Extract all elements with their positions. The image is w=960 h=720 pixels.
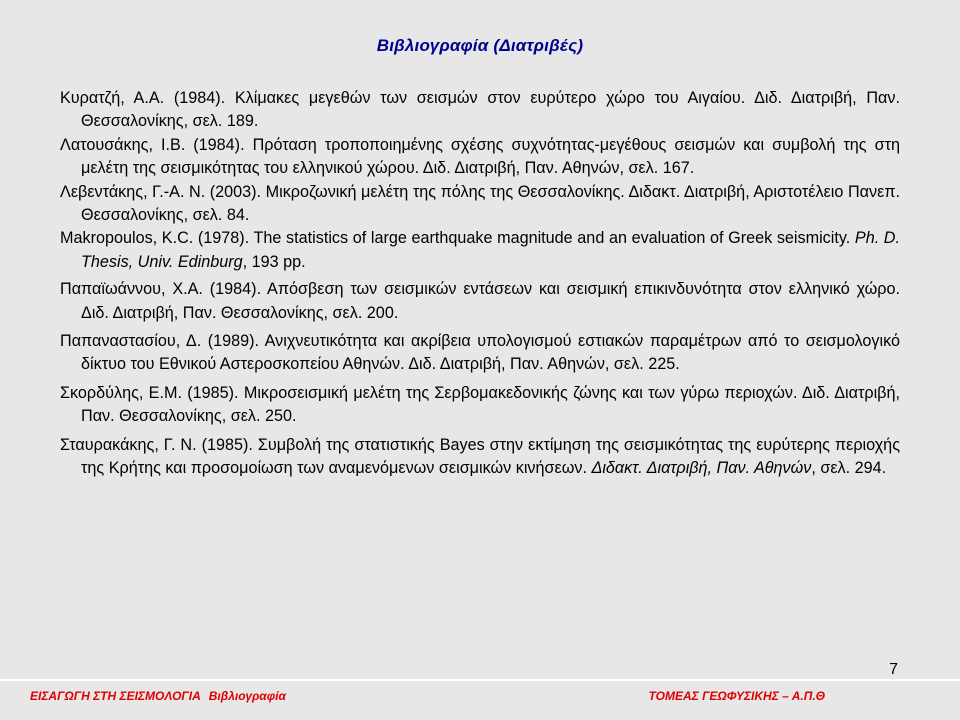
reference-text: , σελ. 294. <box>811 459 887 478</box>
reference-text: Σκορδύλης, Ε.Μ. (1985). Μικροσεισμική μελέτη της Σερβομακεδονικής ζώνης και των γύρω περιοχών. Διδ. Διατριβή, Παν. Θεσσαλονίκης, σελ. 250. <box>60 383 900 426</box>
reference-text: Παπαϊωάννου, Χ.Α. (1984). Απόσβεση των σεισμικών εντάσεων και σεισμική επικινδυνότητα στον ελληνικό χώρο. Διδ. Διατριβή, Παν. Θεσσαλονίκης, σελ. 200. <box>60 280 900 322</box>
reference-text: Παπαναστασίου, Δ. (1989). Ανιχνευτικότητα και ακρίβεια υπολογισμού εστιακών παραμέτρων από το σεισμολογικό δίκτυο του Εθνικού Αστεροσκοπείου Αθηνών. Διδ. Διατριβή, Παν. Αθηνών, σελ. 225. <box>60 332 900 374</box>
reference-item <box>60 278 900 325</box>
footer-divider <box>0 679 960 681</box>
reference-item <box>60 330 900 377</box>
reference-text: Makropoulos, K.C. (1978). The statistics of large earthquake magnitude and an evaluation of Greek seismicity. <box>60 229 855 248</box>
reference-item <box>60 382 900 429</box>
reference-item <box>60 227 900 274</box>
page-title: Βιβλιογραφία (Διατριβές) <box>376 36 584 55</box>
footer-right: ΤΟΜΕΑΣ ΓΕΩΦΥΣΙΚΗΣ – Α.Π.Θ <box>648 689 825 703</box>
reference-list <box>60 87 900 481</box>
reference-text: Κυρατζή, Α.Α. (1984). Κλίμακες μεγεθών των σεισμών στον ευρύτερο χώρο του Αιγαίου. Διδ. Διατριβή, Παν. Θεσσαλονίκης, σελ. 189. <box>60 89 900 131</box>
footer-section: Βιβλιογραφία <box>208 689 286 703</box>
reference-italic-text: Ph. D. Thesis, Univ. Edinburg <box>81 229 900 271</box>
reference-text: Λατουσάκης, Ι.Β. (1984). Πρόταση τροποποιημένης σχέσης συχνότητας-μεγέθους σεισμών και συμβολή της στη μελέτη της σεισμικότητας του ελληνικού χώρου. Διδ. Διατριβή, Παν. Αθηνών, σελ. 167. <box>60 135 900 178</box>
reference-text: , 193 pp. <box>242 252 306 271</box>
reference-item <box>60 87 900 134</box>
reference-item <box>60 181 900 228</box>
footer-course: ΕΙΣΑΓΩΓΗ ΣΤΗ ΣΕΙΣΜΟΛΟΓΙΑ <box>30 689 201 703</box>
reference-item <box>60 434 900 481</box>
reference-text: Λεβεντάκης, Γ.-Α. Ν. (2003). Μικροζωνική μελέτη της πόλης της Θεσσαλονίκης. Διδακτ. Διατριβή, Αριστοτέλειο Πανεπ. Θεσσαλονίκης, σελ. 84. <box>60 182 900 225</box>
page-number: 7 <box>889 661 898 678</box>
reference-item <box>60 134 900 181</box>
reference-italic-text: Διδακτ. Διατριβή, Παν. Αθηνών <box>591 459 812 478</box>
footer-left <box>30 689 286 703</box>
reference-text: Σταυρακάκης, Γ. Ν. (1985). Συμβολή της στατιστικής Bayes στην εκτίμηση της σεισμικότητας της ευρύτερης περιοχής της Κρήτης και προσομοίωση των αναμενόμενων σεισμικών κινήσεων. <box>60 435 900 478</box>
